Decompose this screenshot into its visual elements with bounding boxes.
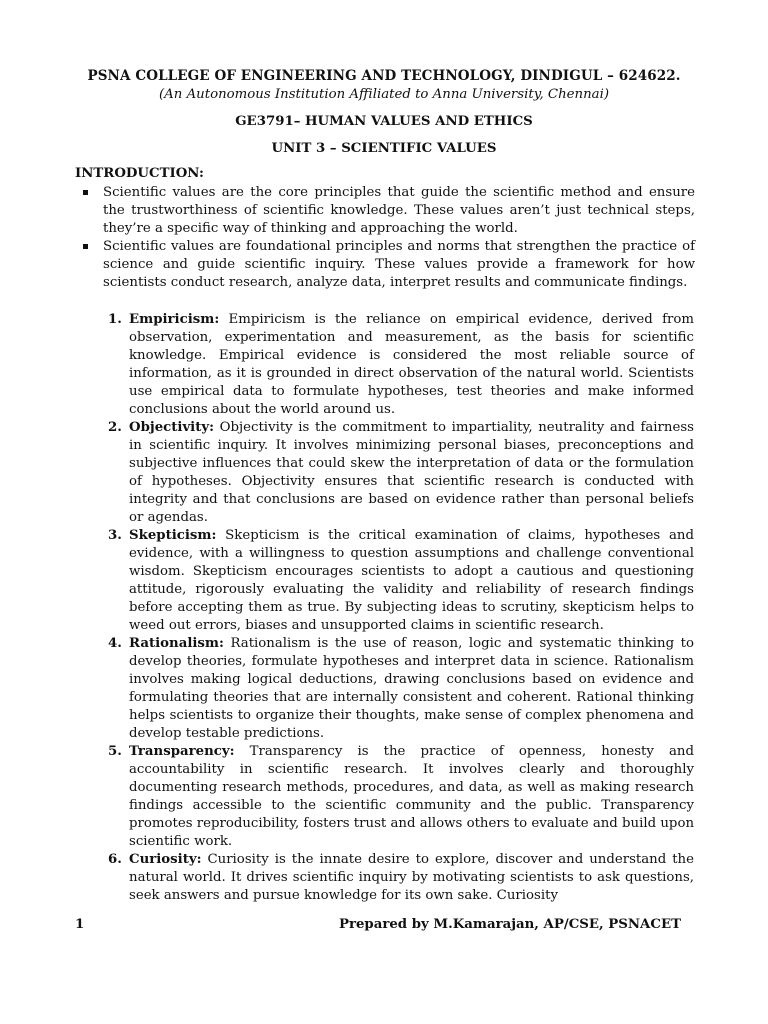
value-term: Skepticism: (129, 528, 217, 543)
item-number: 3. (108, 528, 122, 543)
intro-bullet-item (83, 238, 695, 292)
introduction-heading: INTRODUCTION: (75, 166, 204, 181)
value-term: Objectivity: (129, 420, 214, 435)
value-item-transparency (108, 743, 694, 851)
prepared-by-footer: Prepared by M.Kamarajan, AP/CSE, PSNACET (338, 917, 681, 932)
value-item-objectivity (108, 419, 694, 527)
unit-title: UNIT 3 – SCIENTIFIC VALUES (271, 141, 497, 156)
value-term: Transparency: (129, 744, 235, 759)
square-bullet-icon (83, 190, 88, 195)
scientific-values-list (108, 311, 694, 905)
square-bullet-icon (83, 244, 88, 249)
value-item-empiricism (108, 311, 694, 419)
intro-bullet-list (83, 184, 695, 292)
value-term: Rationalism: (129, 636, 224, 651)
item-number: 2. (108, 420, 122, 435)
value-description: Curiosity is the innate desire to explore, discover and understand the natural world. It drives scientific inquiry by motivating scientists to ask questions, seek answers and pursue knowledge for its own sake. Curiosity (129, 852, 694, 903)
intro-bullet-text: Scientific values are foundational principles and norms that strengthen the practice of science and guide scientific inquiry. These values provide a framework for how scientists conduct research, analyze data, interpret results and communicate findings. (103, 239, 695, 290)
item-number: 4. (108, 636, 122, 651)
value-item-skepticism (108, 527, 694, 635)
value-term: Curiosity: (129, 852, 202, 867)
item-number: 6. (108, 852, 122, 867)
page-number: 1 (75, 917, 85, 932)
affiliation-subtitle: (An Autonomous Institution Affiliated to Anna University, Chennai) (158, 87, 610, 102)
item-number: 5. (108, 744, 122, 759)
intro-bullet-text: Scientific values are the core principles that guide the scientific method and ensure the trustworthiness of scientific knowledge. These values aren’t just technical steps, they’re a specific way of thinking and approaching the world. (103, 185, 695, 236)
value-term: Empiricism: (129, 312, 220, 327)
value-item-rationalism (108, 635, 694, 743)
value-description: Rationalism is the use of reason, logic and systematic thinking to develop theories, formulate hypotheses and interpret data in science. Rationalism involves making logical deductions, drawing conclusions based on evidence and formulating theories that are internally consistent and coherent. Rational thinking helps scientists to organize their thoughts, make sense of complex phenomena and develop testable predictions. (129, 636, 694, 741)
item-number: 1. (108, 312, 122, 327)
intro-bullet-item (83, 184, 695, 238)
institution-title: PSNA COLLEGE OF ENGINEERING AND TECHNOLOGY, DINDIGUL – 624622. (87, 68, 681, 84)
value-description: Transparency is the practice of openness, honesty and accountability in scientific research. It involves clearly and thoroughly documenting research methods, procedures, and data, as well as making research findings accessible to the scientific community and the public. Transparency promotes reproducibility, fosters trust and allows others to evaluate and build upon scientific work. (129, 744, 695, 849)
course-title: GE3791– HUMAN VALUES AND ETHICS (235, 114, 533, 129)
value-description: Empiricism is the reliance on empirical evidence, derived from observation, experimentation and measurement, as the basis for scientific knowledge. Empirical evidence is considered the most reliable source of information, as it is grounded in direct observation of the natural world. Scientists use empirical data to formulate hypotheses, test theories and make informed conclusions about the world around us. (129, 312, 694, 417)
value-description: Objectivity is the commitment to impartiality, neutrality and fairness in scientific inquiry. It involves minimizing personal biases, preconceptions and subjective influences that could skew the interpretation of data or the formulation of hypotheses. Objectivity ensures that scientific research is conducted with integrity and that conclusions are based on evidence rather than personal beliefs or agendas. (129, 420, 694, 525)
value-description: Skepticism is the critical examination of claims, hypotheses and evidence, with a willingness to question assumptions and challenge conventional wisdom. Skepticism encourages scientists to adopt a cautious and questioning attitude, rigorously evaluating the validity and reliability of research findings before accepting them as true. By subjecting ideas to scrutiny, skepticism helps to weed out errors, biases and unsupported claims in scientific research. (129, 528, 694, 633)
value-item-curiosity (108, 851, 694, 905)
